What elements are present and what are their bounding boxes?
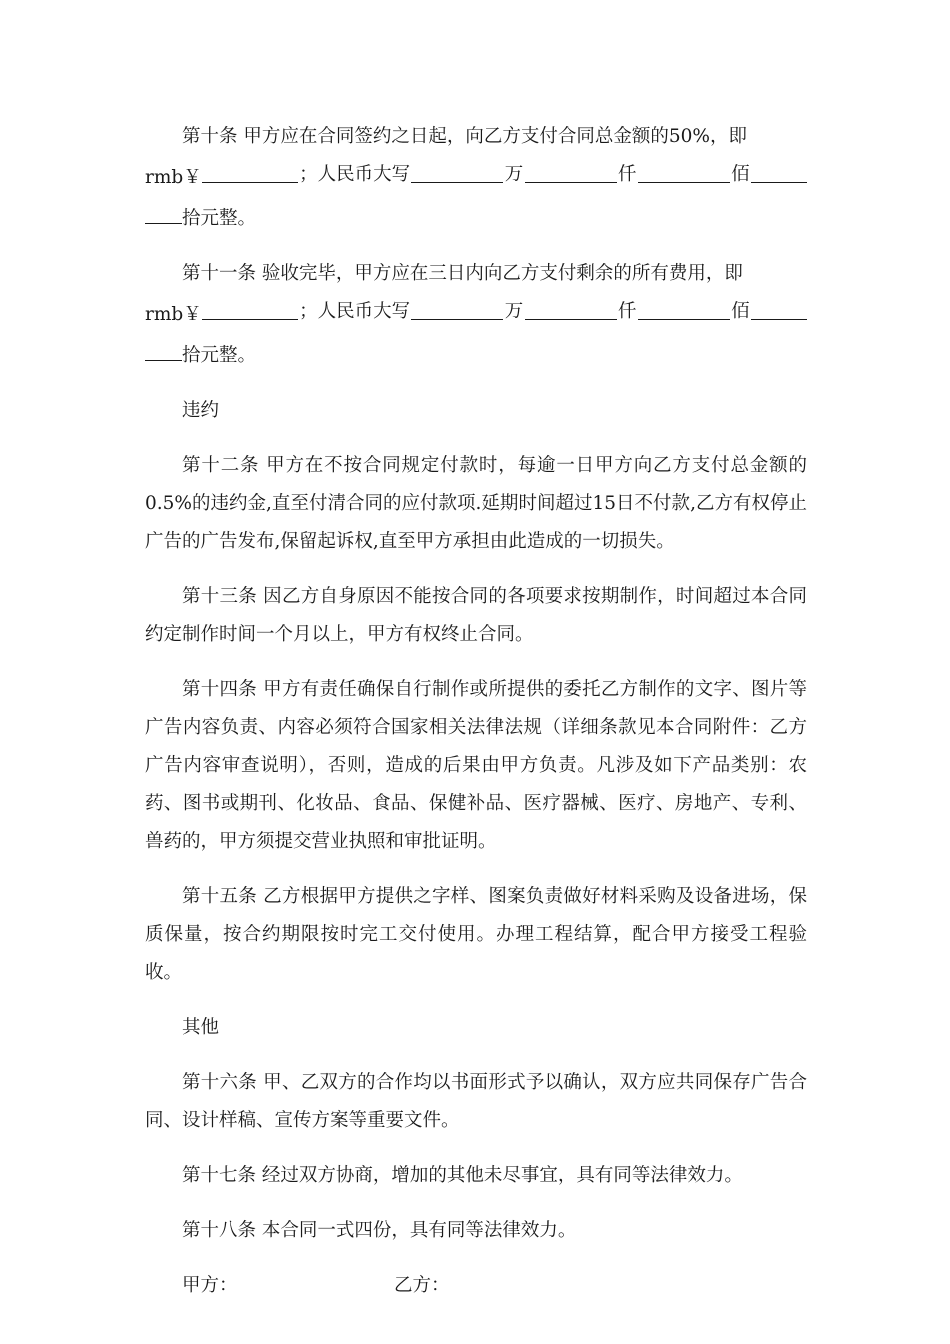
article-11-tail: 拾元整。: [182, 345, 257, 366]
article-18: 第十八条 本合同一式四份，具有同等法律效力。: [182, 1220, 577, 1241]
rmb-amount-blank: [202, 156, 298, 183]
article-12: 第十二条 甲方在不按合同规定付款时，每逾一日甲方向乙方支付总金额的0.5%的违约金,直至付清合同的应付款项.延期时间超过15日不付款,乙方有权停止广告的广告发布,保留起诉权,直至甲方承担由此造成的一切损失。: [145, 455, 807, 552]
wan-blank: [411, 156, 503, 183]
article-10-tail-line: [145, 197, 807, 238]
shi-blank-start: [751, 293, 807, 320]
article-11-amount-line: [145, 293, 807, 334]
shi-blank-start: [751, 156, 807, 183]
wan-label: 万: [504, 164, 524, 185]
article-11: [145, 255, 807, 375]
article-11-text: 第十一条 验收完毕，甲方应在三日内向乙方支付剩余的所有费用，即: [182, 263, 743, 284]
section-heading-other: 其他: [182, 1017, 220, 1038]
article-14: 第十四条 甲方有责任确保自行制作或所提供的委托乙方制作的文字、图片等广告内容负责、内容必须符合国家相关法律法规（详细条款见本合同附件：乙方广告内容审查说明），否则，造成的后果由甲方负责。凡涉及如下产品类别：农药、图书或期刊、化妆品、食品、保健补品、医疗器械、医疗、房地产、专利、兽药的，甲方须提交营业执照和审批证明。: [145, 679, 807, 852]
article-10-amount-line: [145, 156, 807, 197]
party-b-label: 乙方：: [394, 1275, 450, 1296]
semicolon-rmb-caps: ；人民币大写: [299, 164, 411, 185]
bai-blank: [638, 156, 730, 183]
bai-label: 佰: [731, 164, 750, 185]
shi-blank-end: [145, 334, 182, 361]
article-17: 第十七条 经过双方协商，增加的其他未尽事宜，具有同等法律效力。: [182, 1165, 743, 1186]
article-10: [145, 118, 807, 238]
rmb-amount-blank: [202, 293, 298, 320]
article-10-tail: 拾元整。: [182, 208, 257, 229]
article-11-tail-line: [145, 334, 807, 375]
qian-label: 仟: [617, 164, 637, 185]
article-13: 第十三条 因乙方自身原因不能按合同的各项要求按期制作，时间超过本合同约定制作时间一个月以上，甲方有权终止合同。: [145, 586, 807, 645]
article-10-text: 第十条 甲方应在合同签约之日起，向乙方支付合同总金额的50%，即: [182, 126, 748, 147]
rmb-label: rmb￥: [145, 167, 202, 188]
bai-label: 佰: [731, 301, 750, 322]
semicolon-rmb-caps: ；人民币大写: [299, 301, 411, 322]
wan-blank: [411, 293, 503, 320]
qian-blank: [525, 156, 617, 183]
qian-label: 仟: [617, 301, 637, 322]
article-16: 第十六条 甲、乙双方的合作均以书面形式予以确认，双方应共同保存广告合同、设计样稿、宣传方案等重要文件。: [145, 1072, 807, 1131]
shi-blank-end: [145, 197, 182, 224]
contract-page: [145, 118, 807, 1305]
wan-label: 万: [504, 301, 524, 322]
signature-row: [145, 1267, 807, 1305]
party-a-label: 甲方：: [182, 1275, 238, 1296]
bai-blank: [638, 293, 730, 320]
rmb-label: rmb￥: [145, 304, 202, 325]
section-heading-breach: 违约: [182, 400, 220, 421]
article-15: 第十五条 乙方根据甲方提供之字样、图案负责做好材料采购及设备进场，保质保量，按合约期限按时完工交付使用。办理工程结算，配合甲方接受工程验收。: [145, 886, 807, 983]
qian-blank: [525, 293, 617, 320]
